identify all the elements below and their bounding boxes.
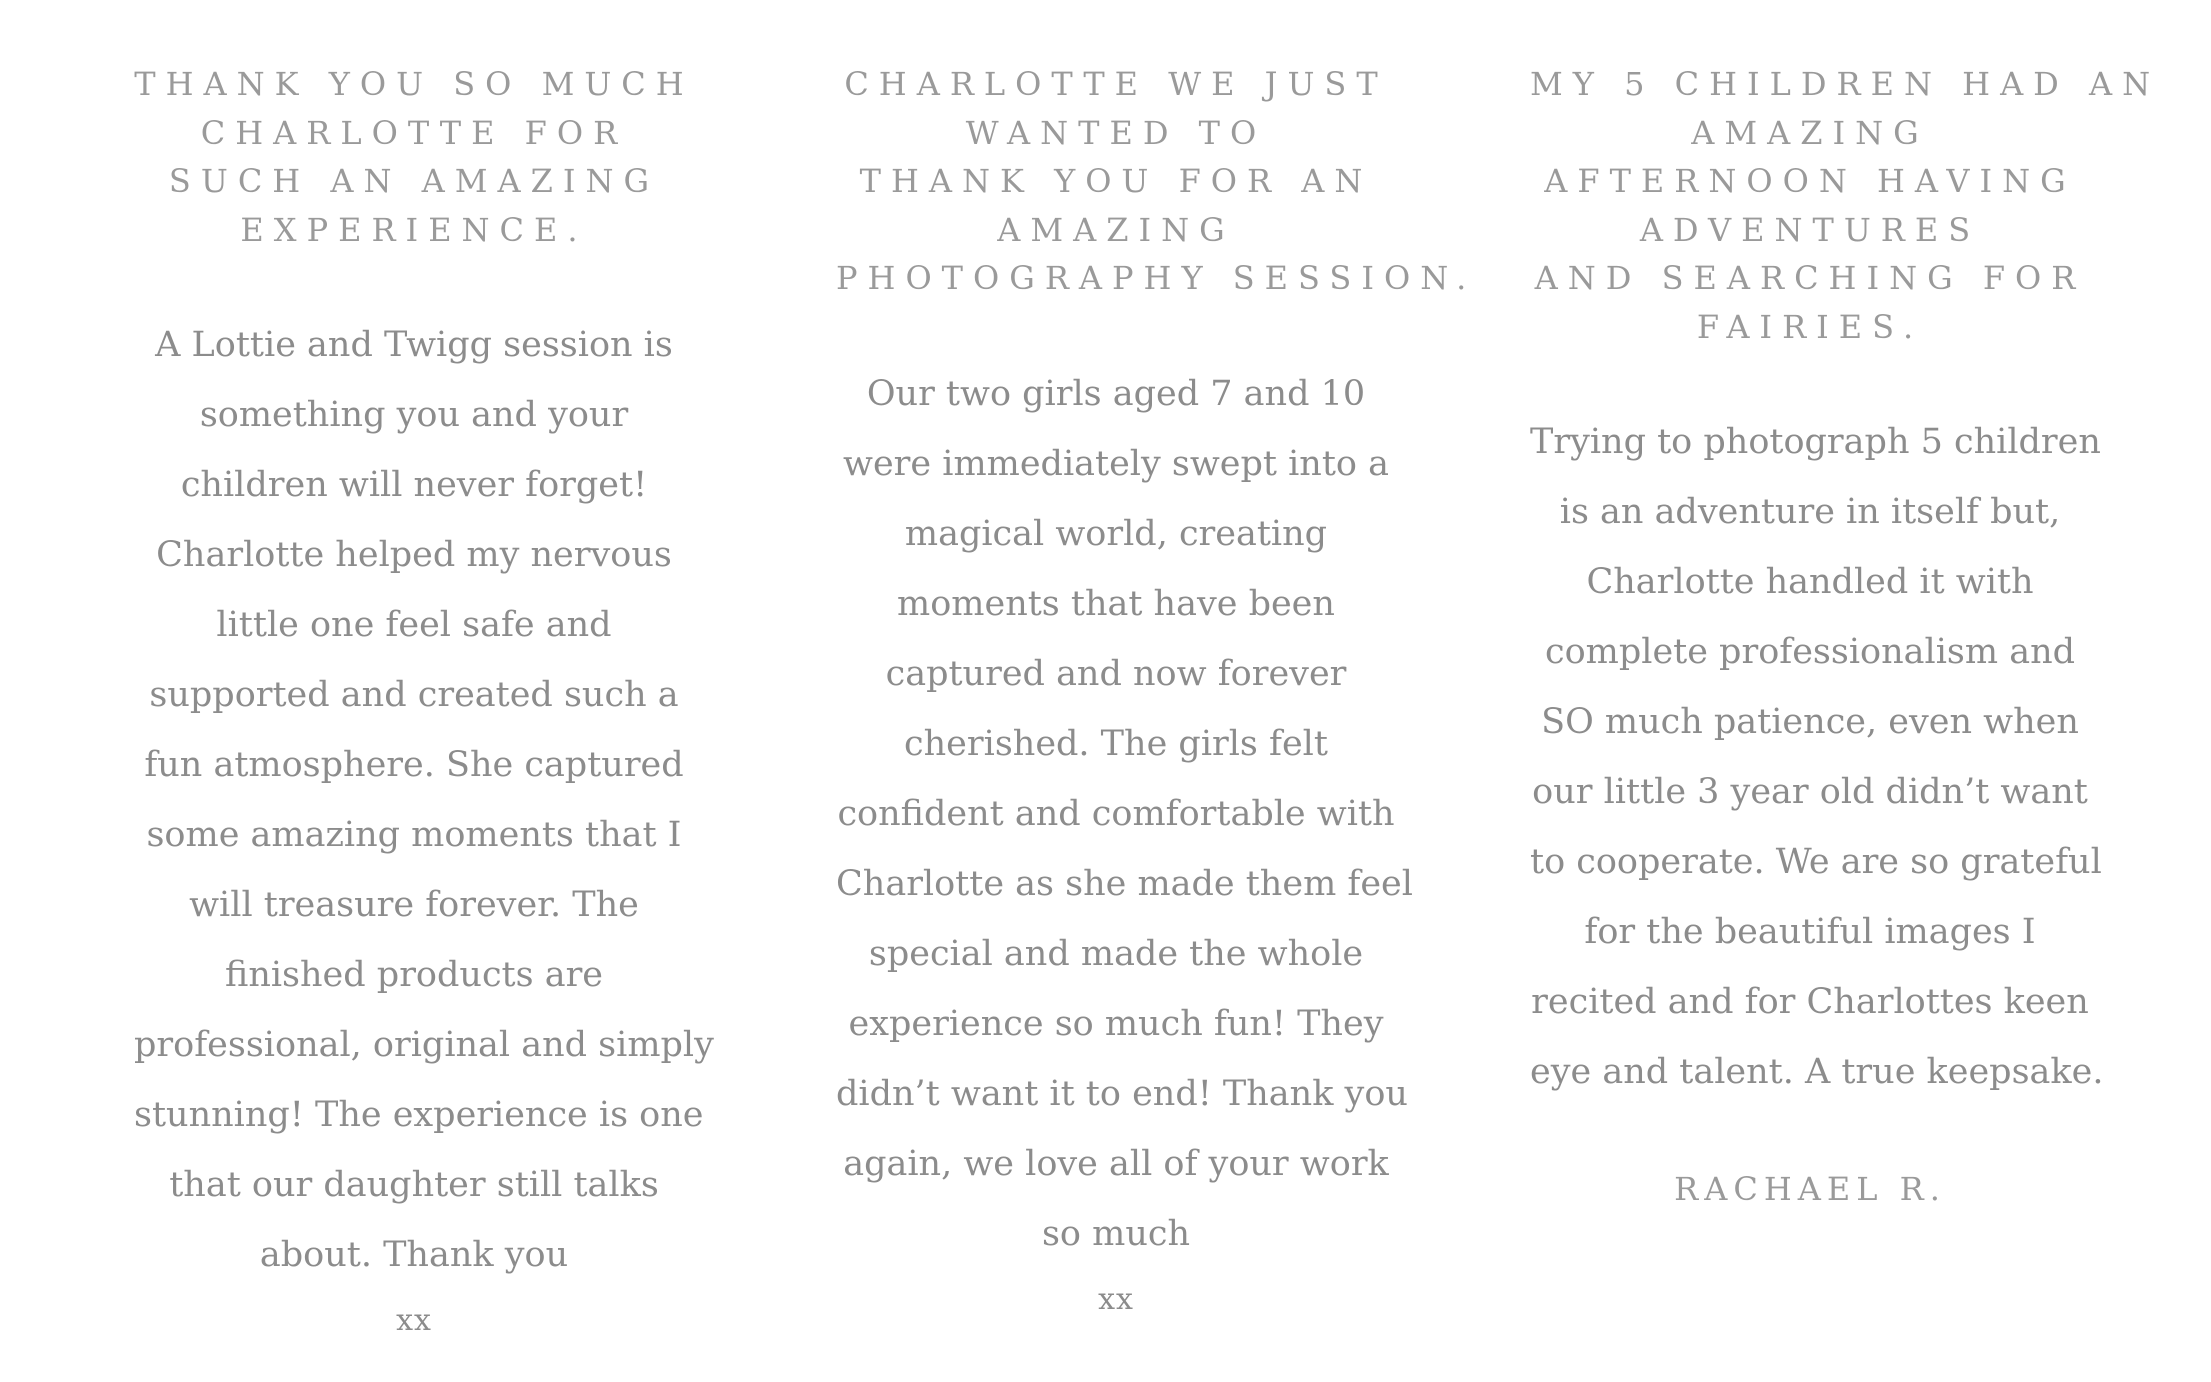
body-line: Charlotte handled it with <box>1586 562 2034 602</box>
testimonial-card <box>836 60 1477 1331</box>
body-line: supported and created such a <box>149 675 679 715</box>
body-line: confident and comfortable with <box>837 793 1395 834</box>
body-line: for the beautiful images I <box>1584 912 2036 952</box>
testimonial-card <box>134 60 714 1352</box>
body-line: special and made the whole <box>868 933 1364 974</box>
testimonial-heading <box>1530 60 2161 351</box>
heading-line: AFTERNOON HAVING <box>1544 162 2076 200</box>
heading-line: ADVENTURES <box>1639 210 1981 249</box>
testimonial-signoff: xx <box>396 1303 432 1338</box>
heading-line: FAIRIES. <box>1696 307 1924 346</box>
body-line: Charlotte helped my nervous <box>156 535 672 575</box>
body-line: were immediately swept into a <box>843 443 1389 484</box>
body-line: Charlotte as she made them feel <box>836 863 1413 904</box>
body-line: complete professionalism and <box>1544 632 2076 672</box>
heading-line: SUCH AN AMAZING <box>168 162 660 200</box>
testimonial-body <box>836 359 1413 1269</box>
body-line: that our daughter still talks <box>169 1165 659 1205</box>
heading-line: AMAZING <box>1691 113 1929 152</box>
heading-line: MY 5 CHILDREN HAD AN <box>1530 65 2161 103</box>
body-line: eye and talent. A true keepsake. <box>1530 1052 2104 1092</box>
body-line: stunning! The experience is one <box>134 1095 704 1135</box>
body-line: Our two girls aged 7 and 10 <box>866 373 1366 414</box>
body-line: about. Thank you <box>259 1235 569 1275</box>
heading-line: AMAZING <box>997 210 1235 249</box>
heading-line: THANK YOU FOR AN <box>859 162 1373 200</box>
body-line: to cooperate. We are so grateful <box>1530 842 2102 882</box>
body-line: our little 3 year old didn’t want <box>1532 772 2088 812</box>
testimonial-heading <box>836 60 1477 303</box>
testimonial-signoff: xx <box>1098 1281 1134 1317</box>
body-line: cherished. The girls felt <box>904 723 1328 764</box>
body-line: fun atmosphere. She captured <box>144 745 684 785</box>
testimonial-author: RACHAEL R. <box>1674 1170 1946 1208</box>
body-line: Trying to photograph 5 children <box>1530 422 2101 462</box>
heading-line: THANK YOU SO MUCH <box>134 65 694 103</box>
body-line: will treasure forever. The <box>189 885 639 925</box>
heading-line: EXPERIENCE. <box>240 210 588 249</box>
heading-line: PHOTOGRAPHY SESSION. <box>836 259 1477 297</box>
body-line: some amazing moments that I <box>146 815 682 855</box>
body-line: magical world, creating <box>904 513 1328 554</box>
heading-line: CHARLOTTE FOR <box>200 113 628 152</box>
body-line: is an adventure in itself but, <box>1559 492 2061 532</box>
body-line: so much <box>1041 1213 1191 1254</box>
heading-line: AND SEARCHING FOR <box>1534 259 2086 297</box>
body-line: experience so much fun! They <box>848 1003 1384 1044</box>
body-line: didn’t want it to end! Thank you <box>836 1073 1408 1114</box>
testimonial-body <box>134 310 714 1290</box>
testimonial-body <box>1530 407 2104 1107</box>
body-line: moments that have been <box>897 583 1335 624</box>
body-line: professional, original and simply <box>134 1025 714 1065</box>
body-line: finished products are <box>224 955 604 995</box>
body-line: SO much patience, even when <box>1541 702 2079 742</box>
body-line: something you and your <box>199 395 629 435</box>
body-line: A Lottie and Twigg session is <box>155 325 673 365</box>
testimonial-card <box>1530 60 2161 1213</box>
body-line: again, we love all of your work <box>843 1143 1389 1184</box>
body-line: children will never forget! <box>180 465 648 505</box>
heading-line: WANTED TO <box>965 113 1267 152</box>
heading-line: CHARLOTTE WE JUST <box>844 65 1388 103</box>
body-line: captured and now forever <box>885 653 1347 694</box>
body-line: recited and for Charlottes keen <box>1531 982 2089 1022</box>
body-line: little one feel safe and <box>216 605 612 645</box>
testimonial-heading <box>134 60 694 254</box>
